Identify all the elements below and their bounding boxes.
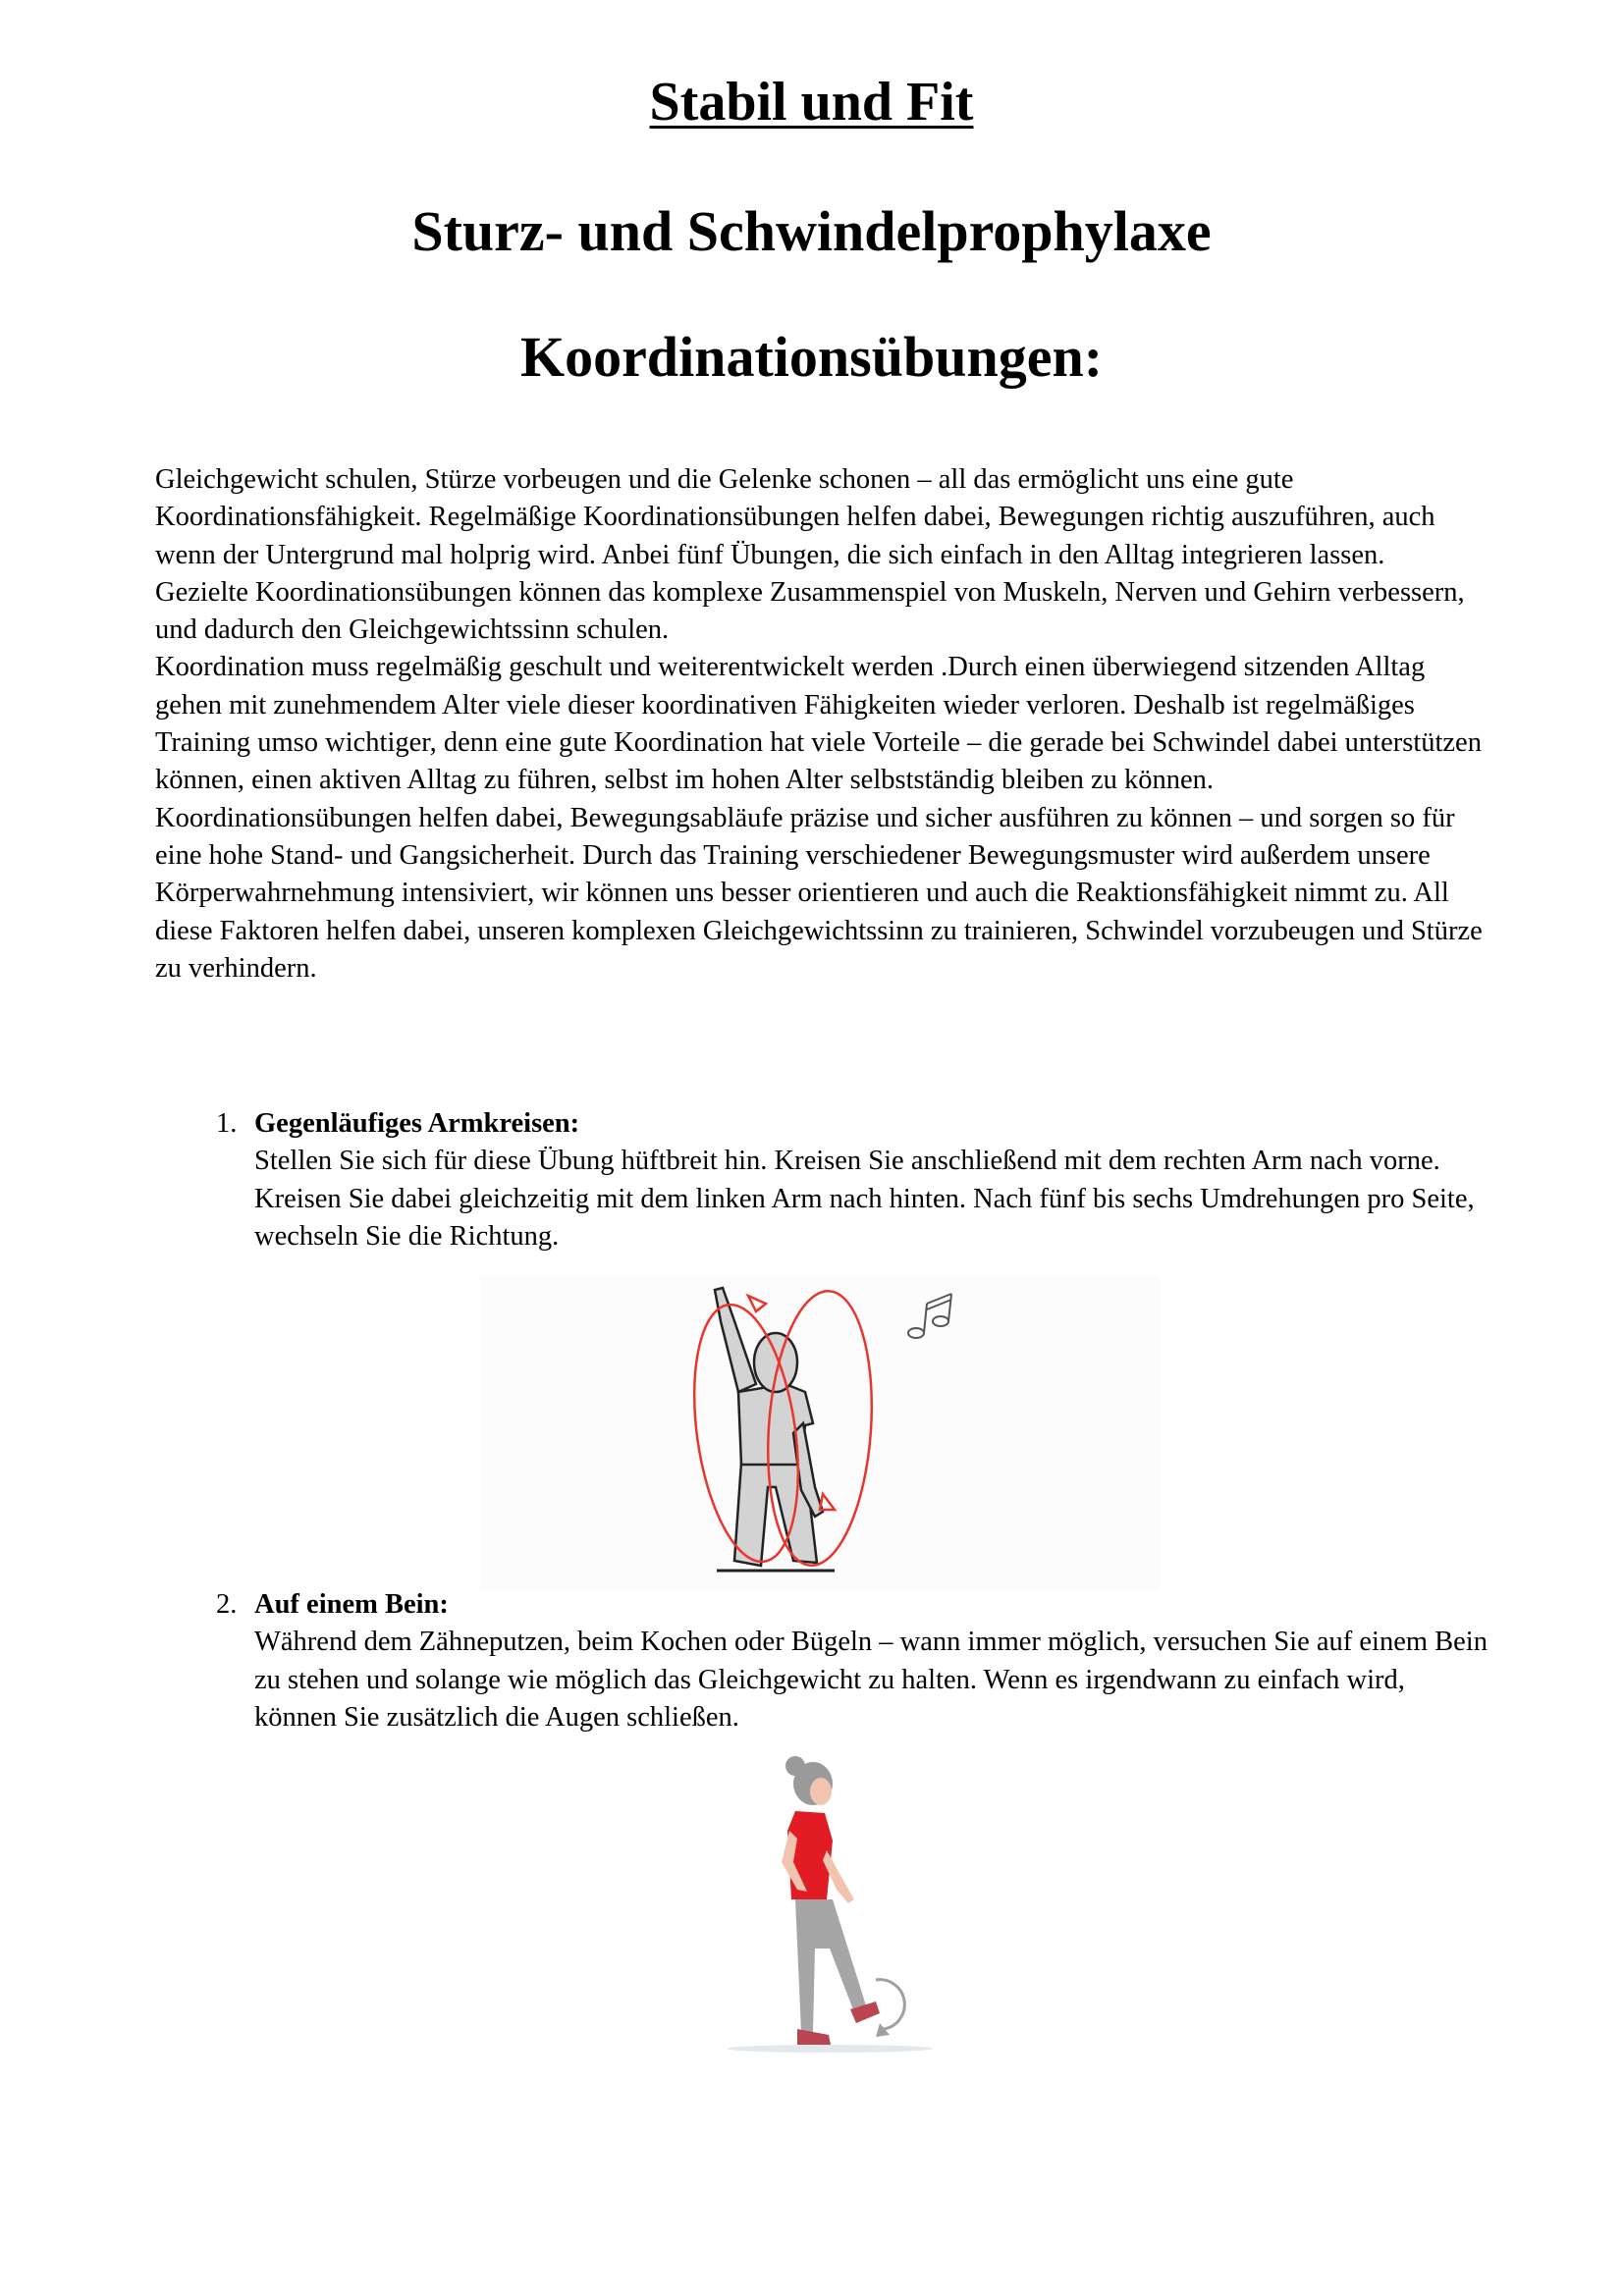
list-number: 1. — [216, 1108, 238, 1139]
section-heading: Koordinationsübungen: — [519, 325, 1104, 389]
woman-balancing-icon — [707, 1752, 952, 2066]
exercise-body — [254, 1105, 1491, 1255]
intro-paragraph: Koordination muss regelmäßig geschult und weiterentwickelt werden .Durch einen überwiegend sitzenden Alltag gehen mit zunehmendem Alter viele dieser koordinativen Fähigkeiten wieder verloren. Deshalb ist regelmäßiges Training umso wichtiger, denn eine gute Koordination hat viele Vorteile – die gerade bei Schwindel dabei unterstützen können, einen aktiven Alltag zu führen, selbst im hohen Alter selbstständig bleiben zu können. — [155, 652, 1482, 796]
exercise-description: Stellen Sie sich für diese Übung hüftbreit hin. Kreisen Sie anschließend mit dem rechten Arm nach vorne. Kreisen Sie dabei gleichzeitig mit dem linken Arm nach hinten. Nach fünf bis sechs Umdrehungen pro Seite, wechseln Sie die Richtung. — [254, 1146, 1475, 1252]
exercise-title: Auf einem Bein: — [254, 1589, 449, 1620]
exercise-description: Während dem Zähneputzen, beim Kochen oder Bügeln – wann immer möglich, versuchen Sie auf einem Bein zu stehen und solange wie möglich das Gleichgewicht zu halten. Wenn es irgendwann zu einfach wird, können Sie zusätzlich die Augen schließen. — [254, 1627, 1488, 1733]
intro-text — [155, 461, 1490, 988]
person-arm-circles-icon — [481, 1276, 1159, 1590]
intro-paragraph: Koordinationsübungen helfen dabei, Bewegungsabläufe präzise und sicher ausführen zu können – und sorgen so für eine hohe Stand- und Gangsicherheit. Durch das Training verschiedener Bewegungsmuster wird außerdem unsere Körperwahrnehmung intensiviert, wir können uns besser orientieren und auch die Reaktionsfähigkeit nimmt zu. All diese Faktoren helfen dabei, unseren komplexen Gleichgewichtssinn zu trainieren, Schwindel vorzubeugen und Stürze zu verhindern. — [155, 802, 1483, 984]
document-title: Stabil und Fit — [649, 72, 974, 133]
exercise-title: Gegenläufiges Armkreisen: — [254, 1108, 580, 1139]
exercise-body — [254, 1586, 1491, 1736]
arm-circles-illustration — [481, 1276, 1159, 1590]
intro-paragraph: Gezielte Koordinationsübungen können das komplexe Zusammenspiel von Muskeln, Nerven und Gehirn verbessern, und dadurch den Gleichgewichtssinn schulen. — [155, 576, 1465, 646]
list-number: 2. — [216, 1589, 238, 1620]
intro-paragraph: Gleichgewicht schulen, Stürze vorbeugen und die Gelenke schonen – all das ermöglicht uns eine gute Koordinationsfähigkeit. Regelmäßige Koordinationsübungen helfen dabei, Bewegungen richtig auszuführen, auch wenn der Untergrund mal holprig wird. Anbei fünf Übungen, die sich einfach in den Alltag integrieren lassen. — [155, 464, 1435, 570]
document-subtitle: Sturz- und Schwindelprophylaxe — [411, 199, 1212, 263]
one-leg-balance-illustration — [707, 1752, 952, 2066]
